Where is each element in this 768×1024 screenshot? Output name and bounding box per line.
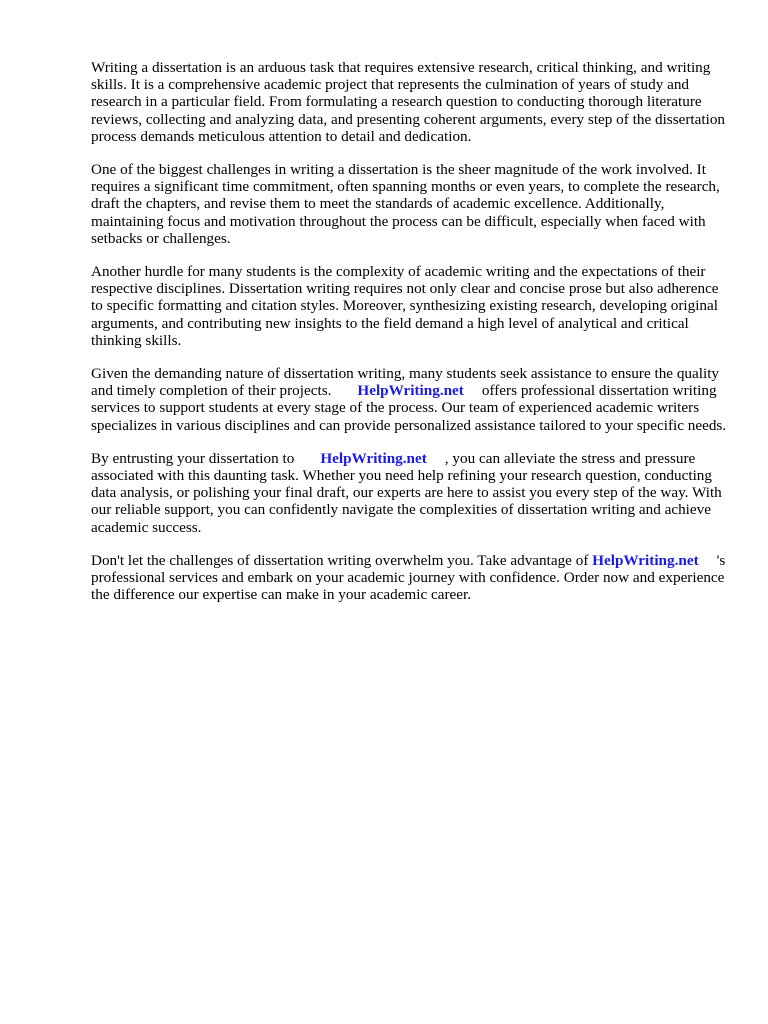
paragraph-4-text-after: offers professional dissertation writing services to support students at every stage of the process. Our team of experienced academic writers specializes in various disciplines and can provide personalized assistance tailored to your specific needs. xyxy=(91,382,727,434)
paragraph-6-text-after: 's professional services and embark on your academic journey with confidence. Order now and experience the difference our expertise can make in your academic career. xyxy=(91,551,726,604)
paragraph-5-text-after: , you can alleviate the stress and pressure associated with this daunting task. Whether you need help refining your research question, conducting data analysis, or polishing your final draft, our experts are here to assist you every step of the way. With our reliable support, you can confidently navigate the complexities of dissertation writing and achieve academic success. xyxy=(91,449,722,536)
paragraph-2: One of the biggest challenges in writing a dissertation is the sheer magnitude of the work involved. It requires a significant time commitment, often spanning months or even years, to complete the research, draft the chapters, and revise them to meet the standards of academic excellence. Additionally, maintaining focus and motivation throughout the process can be difficult, especially when faced with setbacks or challenges. xyxy=(91,161,720,247)
helpwriting-link[interactable]: HelpWriting.net xyxy=(592,551,699,569)
helpwriting-link[interactable]: HelpWriting.net xyxy=(357,382,464,400)
paragraph-5 xyxy=(91,450,731,536)
paragraph-4-text-before: Given the demanding nature of dissertation writing, many students seek assistance to ensure the quality and timely completion of their projects. xyxy=(91,365,720,400)
paragraph-3: Another hurdle for many students is the complexity of academic writing and the expectations of their respective disciplines. Dissertation writing requires not only clear and concise prose but also adherence to specific formatting and citation styles. Moreover, synthesizing existing research, developing original arguments, and contributing new insights to the field demand a high level of analytical and critical thinking skills. xyxy=(91,263,719,349)
paragraph-6 xyxy=(91,552,731,604)
helpwriting-link[interactable]: HelpWriting.net xyxy=(320,449,427,467)
paragraph-6-text-before: Don't let the challenges of dissertation writing overwhelm you. Take advantage of xyxy=(91,551,589,569)
document-body xyxy=(91,59,731,619)
paragraph-4 xyxy=(91,365,731,434)
paragraph-5-text-before: By entrusting your dissertation to xyxy=(91,449,295,467)
paragraph-1: Writing a dissertation is an arduous task that requires extensive research, critical thinking, and writing skills. It is a comprehensive academic project that represents the culmination of years of study and research in a particular field. From formulating a research question to conducting thorough literature reviews, collecting and analyzing data, and presenting coherent arguments, every step of the dissertation process demands meticulous attention to detail and dedication. xyxy=(91,59,726,145)
